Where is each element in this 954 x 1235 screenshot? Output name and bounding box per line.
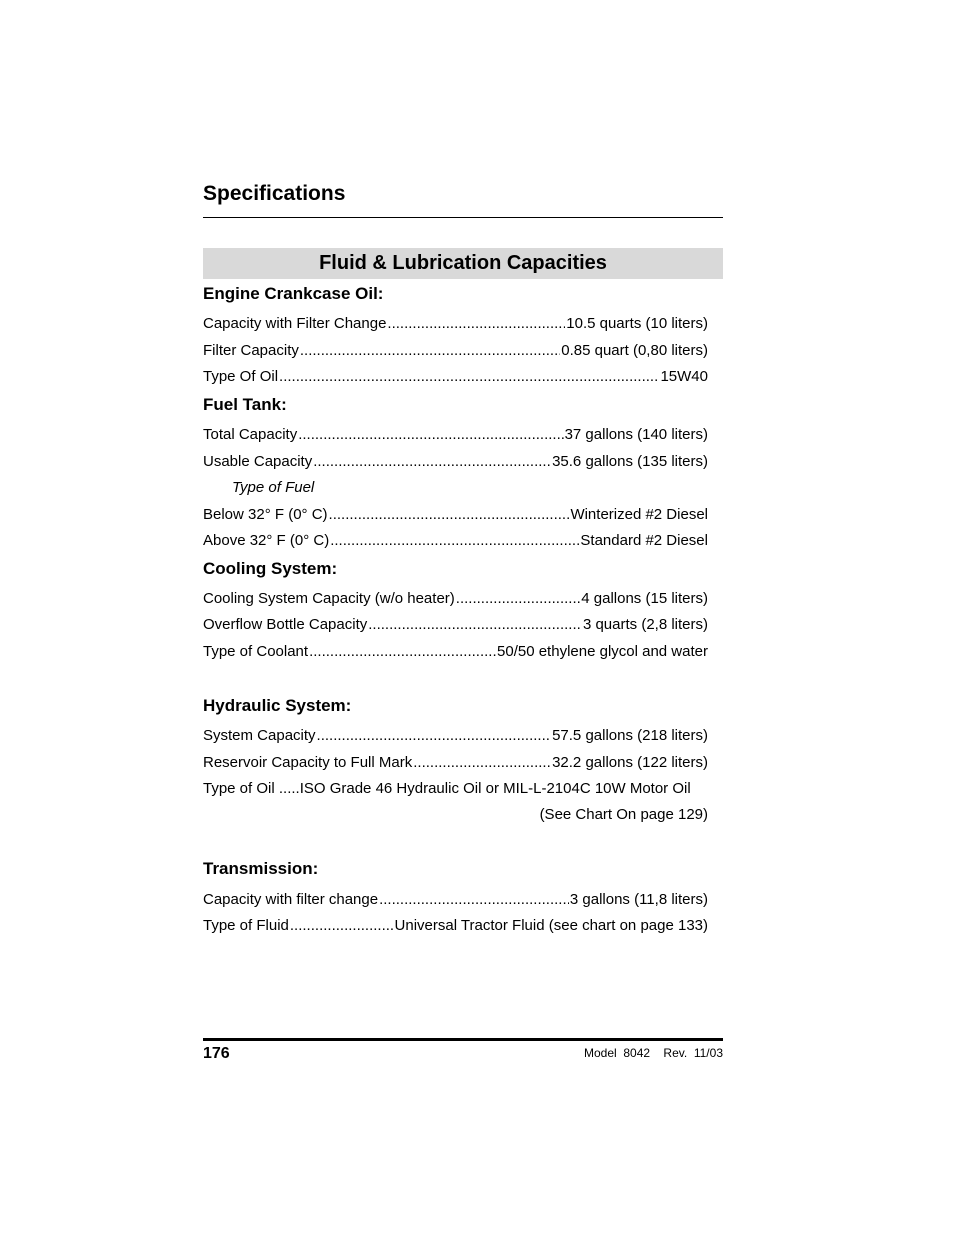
spec-value: 35.6 gallons (135 liters): [552, 453, 708, 470]
spec-value: 15W40: [660, 368, 708, 385]
spec-value: 3 quarts (2,8 liters): [582, 616, 708, 633]
page-number: 176: [203, 1045, 230, 1062]
spec-label: Type Of Oil: [203, 368, 279, 385]
spec-row: [203, 506, 708, 524]
spec-value: 4 gallons (15 liters): [581, 590, 708, 607]
hydraulic-heading: Hydraulic System:: [203, 696, 352, 715]
spec-label: Overflow Bottle Capacity: [203, 616, 368, 633]
spec-value: Standard #2 Diesel: [580, 532, 708, 549]
spec-row: [203, 426, 708, 444]
spec-label: Total Capacity: [203, 426, 298, 443]
title-divider: [203, 217, 723, 218]
spec-value: 57.5 gallons (218 liters): [552, 727, 708, 744]
spec-row: [203, 590, 708, 608]
transmission-heading: Transmission:: [203, 859, 319, 878]
spec-label: Usable Capacity: [203, 453, 313, 470]
leader-dots: [330, 532, 579, 550]
spec-row: [203, 643, 708, 661]
engine-heading: Engine Crankcase Oil:: [203, 284, 384, 303]
leader-dots: [379, 891, 569, 909]
spec-value: 10.5 quarts (10 liters): [566, 315, 708, 332]
hydraulic-oil-note: (See Chart On page 129): [539, 806, 708, 823]
spec-label: Type of Coolant: [203, 643, 309, 660]
leader-dots: [387, 315, 565, 333]
spec-row: [203, 891, 708, 909]
spec-label: Above 32° F (0° C): [203, 532, 330, 549]
leader-dots: [290, 917, 394, 935]
spec-value: Winterized #2 Diesel: [570, 506, 708, 523]
leader-dots: [368, 616, 582, 634]
leader-dots: [317, 727, 552, 745]
spec-value: 50/50 ethylene glycol and water: [497, 643, 708, 660]
cooling-heading: Cooling System:: [203, 559, 338, 578]
spec-label: Filter Capacity: [203, 342, 299, 359]
spec-value: 37 gallons (140 liters): [564, 426, 708, 443]
leader-dots: [329, 506, 570, 524]
spec-label: System Capacity: [203, 727, 316, 744]
footer-divider: [203, 1038, 723, 1041]
section-banner: Fluid & Lubrication Capacities: [203, 248, 723, 279]
spec-row: [203, 342, 708, 360]
spec-label: Type of Fluid: [203, 917, 289, 934]
spec-label: Reservoir Capacity to Full Mark: [203, 754, 413, 771]
spec-value: Universal Tractor Fluid (see chart on page 133): [394, 917, 708, 934]
spec-label: Capacity with filter change: [203, 891, 379, 908]
spec-row: [203, 616, 708, 634]
spec-row: [203, 315, 708, 333]
leader-dots: [298, 426, 563, 444]
fuel-heading: Fuel Tank:: [203, 395, 287, 414]
leader-dots: [309, 643, 496, 661]
spec-label: Cooling System Capacity (w/o heater): [203, 590, 455, 607]
leader-dots: [413, 754, 551, 772]
fuel-type-subheading: Type of Fuel: [232, 479, 315, 496]
spec-row: [203, 532, 708, 550]
leader-dots: [313, 453, 551, 471]
spec-value: 32.2 gallons (122 liters): [552, 754, 708, 771]
spec-row: [203, 754, 708, 772]
page-title: Specifications: [203, 182, 346, 205]
leader-dots: [456, 590, 580, 608]
spec-value: 3 gallons (11,8 liters): [569, 891, 708, 908]
spec-row: [203, 917, 708, 935]
spec-label: Below 32° F (0° C): [203, 506, 328, 523]
spec-value: 0.85 quart (0,80 liters): [561, 342, 708, 359]
leader-dots: [300, 342, 560, 360]
footer-model-revision: Model 8042 Rev. 11/03: [584, 1046, 723, 1060]
spec-row: [203, 453, 708, 471]
spec-row: [203, 727, 708, 745]
spec-label: Capacity with Filter Change: [203, 315, 387, 332]
hydraulic-oil-type: Type of Oil .....ISO Grade 46 Hydraulic Oil or MIL-L-2104C 10W Motor Oil: [203, 780, 691, 797]
spec-row: [203, 368, 708, 386]
leader-dots: [279, 368, 659, 386]
